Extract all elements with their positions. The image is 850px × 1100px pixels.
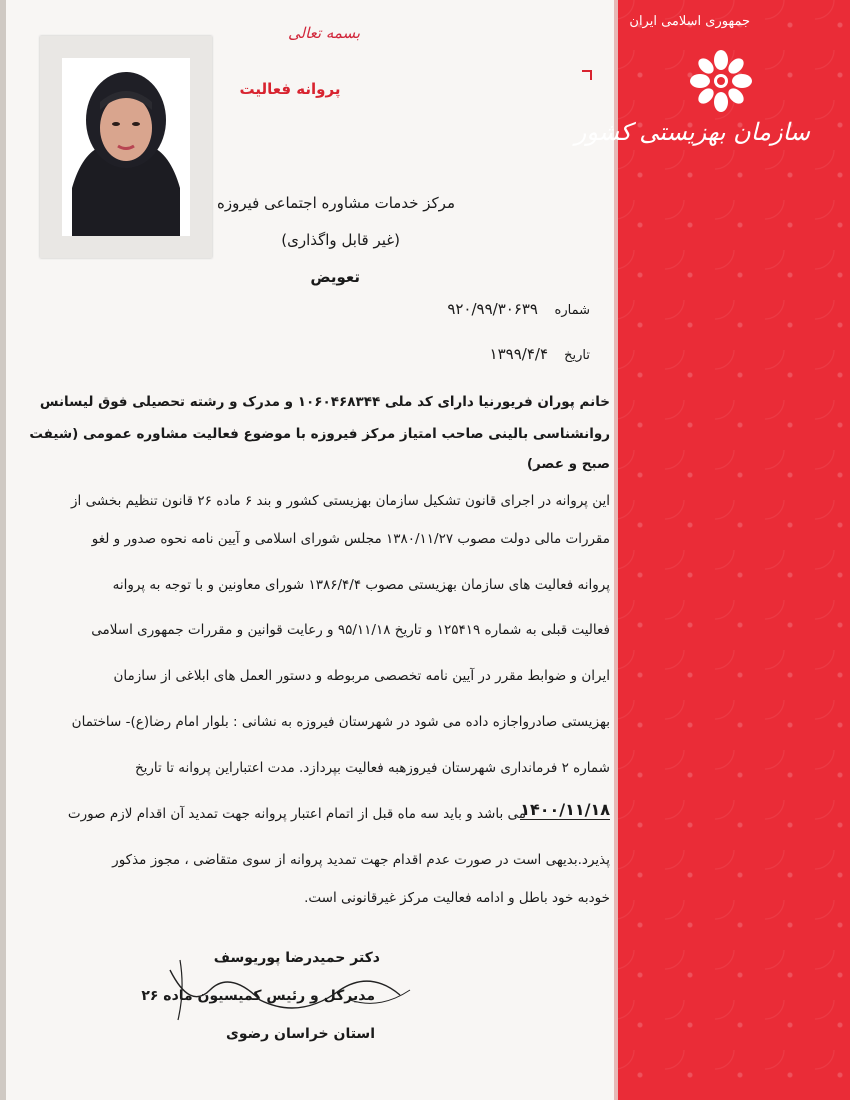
photo-frame — [40, 36, 212, 258]
center-name: مرکز خدمات مشاوره اجتماعی فیروزه — [217, 194, 455, 212]
country-name: جمهوری اسلامی ایران — [629, 14, 750, 29]
arabesque-pattern — [615, 0, 850, 1100]
body-line-6: بهزیستی صادرواجازه داده می شود در شهرستان فیروزه به نشانی : بلوار امام رضا(ع)- ساختمان — [71, 714, 610, 730]
date-label: تاریخ — [564, 348, 590, 363]
holder-photo — [62, 58, 190, 236]
body-line-1: این پروانه در اجرای قانون تشکیل سازمان بهزیستی کشور و بند ۶ ماده ۲۶ قانون تنظیم بخشی از — [71, 493, 610, 509]
scan-border — [0, 0, 6, 1100]
license-title: پروانه فعالیت — [239, 80, 341, 98]
body-line-4: فعالیت قبلی به شماره ۱۲۵۴۱۹ و تاریخ ۹۵/۱۱/۱۸ و رعایت قوانین و مقررات جمهوری اسلامی — [91, 622, 610, 638]
corner-mark — [582, 70, 592, 80]
handwritten-signature — [150, 950, 420, 1040]
holder-line-3: صبح و عصر) — [526, 456, 610, 472]
red-side-band — [615, 0, 850, 1100]
expiry-date: ۱۴۰۰/۱۱/۱۸ — [520, 800, 610, 819]
non-transferable-note: (غیر قابل واگذاری) — [281, 231, 400, 249]
license-status: تعویض — [310, 268, 360, 286]
holder-line-1: خانم پوران فریورنیا دارای کد ملی ۱۰۶۰۴۶۸۳۴۴ و مدرک و رشته تحصیلی فوق لیسانس — [39, 394, 610, 410]
signer-title: مدیرکل و رئیس کمیسیون ماده ۲۶ — [141, 988, 375, 1004]
signer-province: استان خراسان رضوی — [225, 1026, 375, 1042]
body-line-10: خودبه خود باطل و ادامه فعالیت مرکز غیرقانونی است. — [304, 890, 610, 906]
body-line-9: پذیرد.بدیهی است در صورت عدم اقدام جهت تمدید پروانه از سوی متقاضی ، مجوز مذکور — [112, 852, 610, 868]
date-value: ۱۳۹۹/۴/۴ — [489, 345, 548, 363]
organization-logo-icon — [688, 48, 754, 114]
body-line-7: شماره ۲ فرمانداری شهرستان فیروزهبه فعالیت بپردازد. مدت اعتباراین پروانه تا تاریخ — [134, 760, 610, 776]
body-line-5: ایران و ضوابط مقرر در آیین نامه تخصصی مربوطه و دستور العمل های ابلاغی از سازمان — [113, 668, 610, 684]
body-line-2: مقررات مالی دولت مصوب ۱۳۸۰/۱۱/۲۷ مجلس شورای اسلامی و آیین نامه نحوه صدور و لغو — [91, 531, 610, 547]
bismillah-mark: بسمه تعالی — [288, 24, 361, 42]
number-value: ۹۲۰/۹۹/۳۰۶۳۹ — [447, 300, 538, 318]
organization-name: سازمان بهزیستی کشور — [574, 118, 810, 146]
body-line-3: پروانه فعالیت های سازمان بهزیستی مصوب ۱۳۸۶/۴/۴ شورای معاونین و با توجه به پروانه — [112, 577, 610, 593]
signer-name: دکتر حمیدرضا پوریوسف — [213, 950, 380, 966]
number-label: شماره — [554, 303, 590, 318]
band-edge — [614, 0, 618, 1100]
holder-line-2: روانشناسی بالینی صاحب امتیاز مرکز فیروزه با موضوع فعالیت مشاوره عمومی (شیفت — [29, 426, 610, 442]
body-line-8: می باشد و باید سه ماه قبل از اتمام اعتبار پروانه جهت تمدید آن اقدام لازم صورت — [67, 806, 526, 822]
